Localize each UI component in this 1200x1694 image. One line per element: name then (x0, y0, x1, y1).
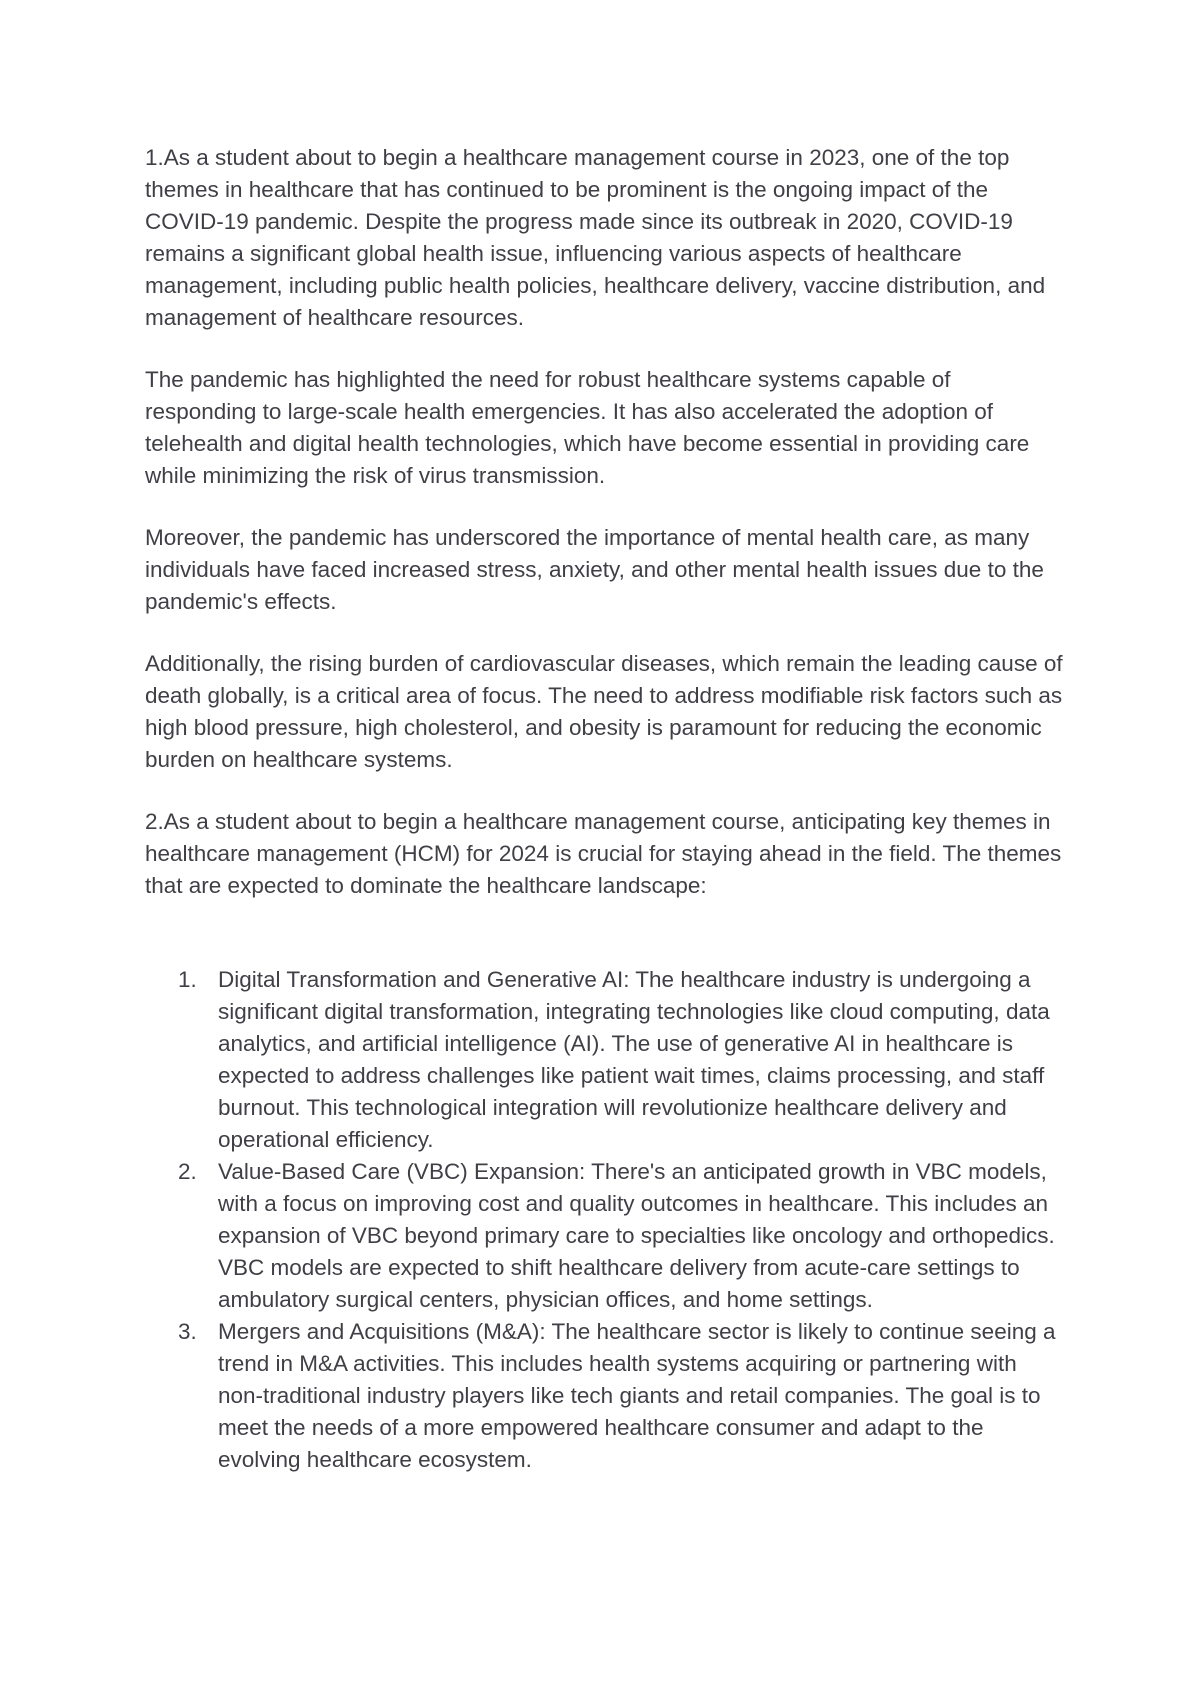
list-item-number: 2. (178, 1159, 197, 1184)
list-item-number: 1. (178, 967, 197, 992)
list-item-text: Mergers and Acquisitions (M&A): The healthcare sector is likely to continue seeing a trend in M&A activities. This includes health systems acquiring or partnering with non-traditional industry players like tech giants and retail companies. The goal is to meet the needs of a more empowered healthcare consumer and adapt to the evolving healthcare ecosystem. (218, 1319, 1056, 1472)
list-item (178, 1316, 1065, 1476)
list-item (178, 1156, 1065, 1316)
list-item-text: Digital Transformation and Generative AI: The healthcare industry is undergoing a significant digital transformation, integrating technologies like cloud computing, data analytics, and artificial intelligence (AI). The use of generative AI in healthcare is expected to address challenges like patient wait times, claims processing, and staff burnout. This technological integration will revolutionize healthcare delivery and operational efficiency. (218, 967, 1050, 1152)
paragraph-mental-health: Moreover, the pandemic has underscored the importance of mental health care, as many individuals have faced increased stress, anxiety, and other mental health issues due to the pandemic's effects. (145, 525, 1044, 614)
paragraph-cardiovascular: Additionally, the rising burden of cardiovascular diseases, which remain the leading cause of death globally, is a critical area of focus. The need to address modifiable risk factors such as high blood pressure, high cholesterol, and obesity is paramount for reducing the economic burden on healthcare systems. (145, 651, 1063, 772)
document-body (145, 142, 1065, 1476)
list-item (178, 964, 1065, 1156)
list-item-text: Value-Based Care (VBC) Expansion: There's an anticipated growth in VBC models, with a focus on improving cost and quality outcomes in healthcare. This includes an expansion of VBC beyond primary care to specialties like oncology and orthopedics. VBC models are expected to shift healthcare delivery from acute-care settings to ambulatory surgical centers, physician offices, and home settings. (218, 1159, 1055, 1312)
list-item-number: 3. (178, 1319, 197, 1344)
paragraph-covid-theme: 1.As a student about to begin a healthcare management course in 2023, one of the top themes in healthcare that has continued to be prominent is the ongoing impact of the COVID-19 pandemic. Despite the progress made since its outbreak in 2020, COVID-19 remains a significant global health issue, influencing various aspects of healthcare management, including public health policies, healthcare delivery, vaccine distribution, and management of healthcare resources. (145, 145, 1046, 330)
paragraph-pandemic-systems: The pandemic has highlighted the need for robust healthcare systems capable of responding to large-scale health emergencies. It has also accelerated the adoption of telehealth and digital health technologies, which have become essential in providing care while minimizing the risk of virus transmission. (145, 367, 1030, 488)
paragraph-2024-themes-intro: 2.As a student about to begin a healthcare management course, anticipating key themes in healthcare management (HCM) for 2024 is crucial for staying ahead in the field. The themes that are expected to dominate the healthcare landscape: (145, 809, 1062, 898)
themes-list (145, 964, 1065, 1476)
